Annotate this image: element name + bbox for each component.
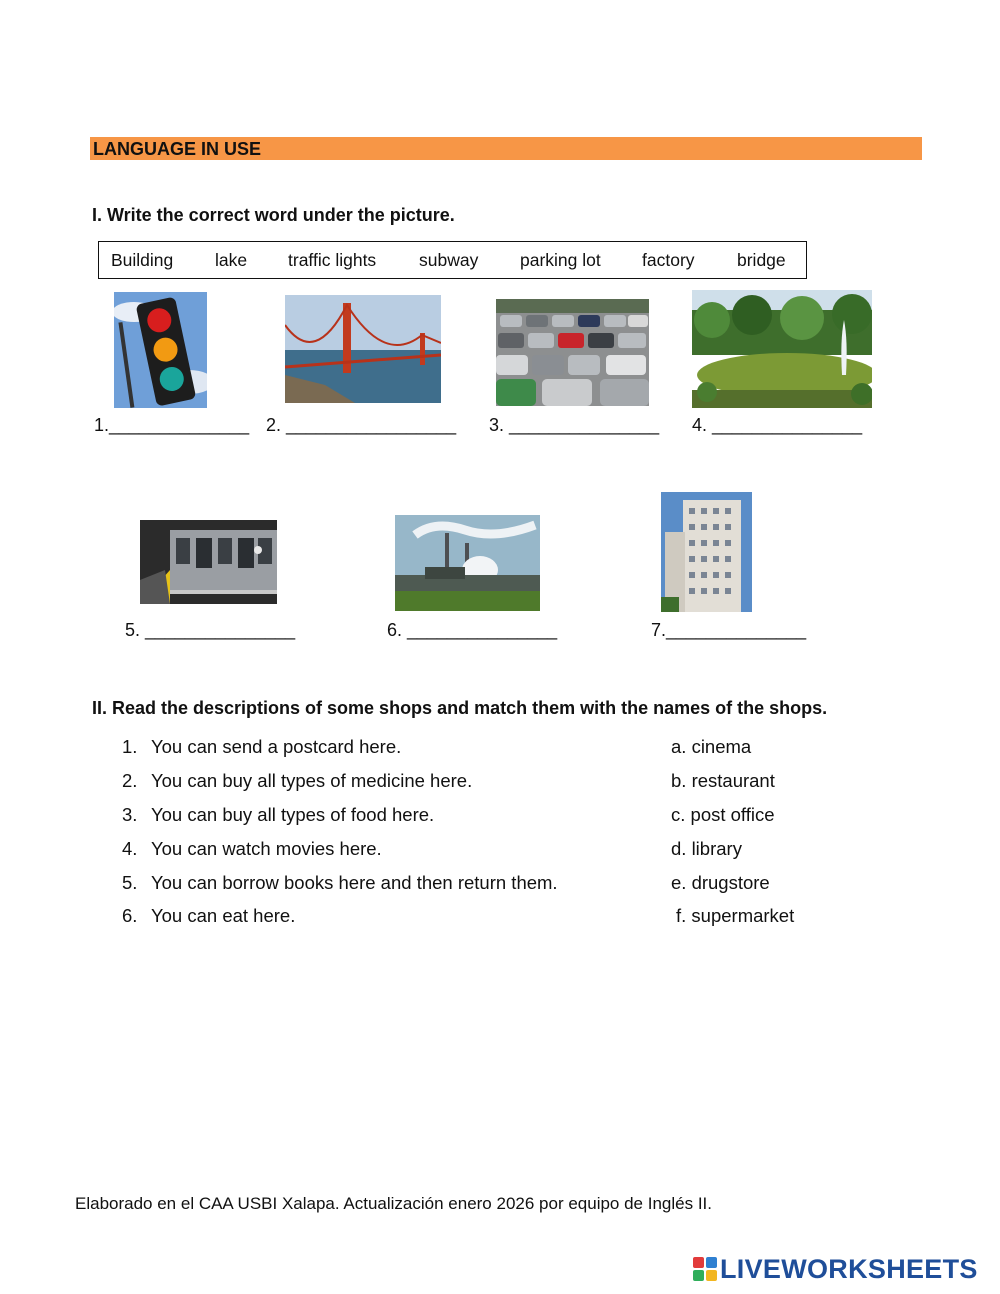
description-item: You can watch movies here. [151,838,382,859]
factory-image [395,515,540,611]
description-item: You can buy all types of medicine here. [151,770,473,791]
liveworksheets-logo [693,1253,978,1285]
word-bank-item: parking lot [520,250,601,270]
description-number: 4. [122,838,138,859]
word-bank-item: Building [111,250,174,270]
building-image [661,492,752,612]
shop-option[interactable]: e. drugstore [671,872,770,893]
shop-option[interactable]: c. post office [671,804,775,825]
logo-text: LIVEWORKSHEETS [720,1253,978,1284]
shop-option[interactable]: a. cinema [671,736,752,757]
traffic-lights-image [114,292,207,408]
description-item: You can eat here. [151,905,296,926]
shop-option[interactable]: d. library [671,838,742,859]
answer-blank-7[interactable]: 7.______________ [651,620,807,640]
answer-blank-2[interactable]: 2. _________________ [266,415,457,435]
description-number: 3. [122,804,138,825]
description-number: 2. [122,770,138,791]
answer-blank-6[interactable]: 6. _______________ [387,620,558,640]
description-number: 1. [122,736,138,757]
answer-blank-5[interactable]: 5. _______________ [125,620,296,640]
answer-blank-3[interactable]: 3. _______________ [489,415,660,435]
parking-lot-image [496,299,649,406]
logo-mark-icon [693,1257,717,1281]
shop-option[interactable]: b. restaurant [671,770,775,791]
description-item: You can buy all types of food here. [151,804,435,825]
shop-option[interactable]: f. supermarket [676,905,795,926]
word-bank-item: traffic lights [288,250,377,270]
word-bank [98,241,807,279]
lake-image [692,290,872,408]
part1-instruction: I. Write the correct word under the picture. [92,205,455,225]
description-item: You can send a postcard here. [151,736,402,757]
answer-blank-1[interactable]: 1.______________ [94,415,250,435]
description-number: 6. [122,905,138,926]
answer-blank-4[interactable]: 4. _______________ [692,415,863,435]
description-number: 5. [122,872,138,893]
word-bank-item: subway [419,250,479,270]
footer-note: Elaborado en el CAA USBI Xalapa. Actualización enero 2026 por equipo de Inglés II. [75,1194,712,1213]
description-item: You can borrow books here and then return them. [151,872,558,893]
word-bank-item: bridge [737,250,786,270]
part2-instruction: II. Read the descriptions of some shops and match them with the names of the shops. [92,698,828,718]
word-bank-item: factory [642,250,695,270]
bridge-image [285,295,441,403]
section-title: LANGUAGE IN USE [93,139,262,159]
subway-image [140,520,277,604]
section-banner [90,137,922,160]
word-bank-item: lake [215,250,248,270]
